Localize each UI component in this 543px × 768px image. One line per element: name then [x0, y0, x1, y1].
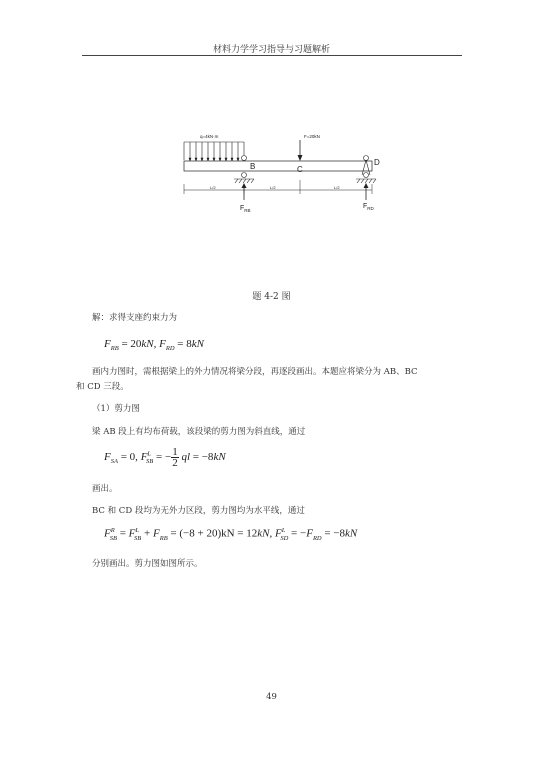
figure-caption: 题 4-2 图 [252, 292, 291, 302]
running-header: 材料力学学习指导与习题解析 [212, 45, 330, 55]
paragraph-4: 画出。 [92, 484, 118, 494]
page-number: 49 [266, 692, 277, 702]
formula-reactions: $F_{RB} = 20kN$, $F_{RD} = 8kN$ [104, 338, 204, 353]
label-d: D [374, 158, 380, 167]
reaction-label-d: $F_{RD}$ [363, 203, 374, 211]
load-label: q=4kN·m [200, 134, 219, 139]
paragraph-5: BC 和 CD 段均为无外力区段，剪力图均为水平线，通过 [92, 506, 305, 516]
paragraph-1: 解：求得支座约束力为 [92, 313, 178, 323]
force-label: F=20kN [304, 134, 320, 139]
paragraph-6: 分别画出。剪力图如图所示。 [92, 559, 203, 569]
formula-shear-bc-cd: $F^R_{SB} = F^L_{SB} + F_{RB} = (-8 + 20)kN = 12kN$, $F^L_{SD} = -F_{RD} = -8kN$ [104, 527, 358, 542]
reaction-label-b: $F_{RB}$ [240, 205, 251, 213]
paragraph-3: 梁 AB 段上有均布荷载，该段梁的剪力图为斜直线，通过 [92, 427, 306, 437]
dim-label-3: L/2 [334, 185, 340, 190]
header-rule [82, 55, 462, 56]
label-b: B [250, 162, 256, 171]
formula-shear-ab: $F_{SA} = 0$, $F^L_{SB}$ = − $\frac{1}{2}$ ql = −8kN [104, 446, 226, 469]
dim-label-2: L/2 [270, 185, 276, 190]
dim-label-1: L/2 [210, 185, 216, 190]
beam-figure [170, 120, 400, 225]
beam [184, 161, 372, 171]
distributed-load [184, 142, 245, 161]
paragraph-2: 画内力图时，需根据梁上的外力情况将梁分段，再逐段画出。本题应将梁分为 AB、BC [92, 367, 418, 377]
section-heading: （1）剪力图 [92, 404, 140, 414]
paragraph-2-cont: 和 CD 三段。 [76, 382, 129, 392]
label-c: C [297, 165, 303, 174]
